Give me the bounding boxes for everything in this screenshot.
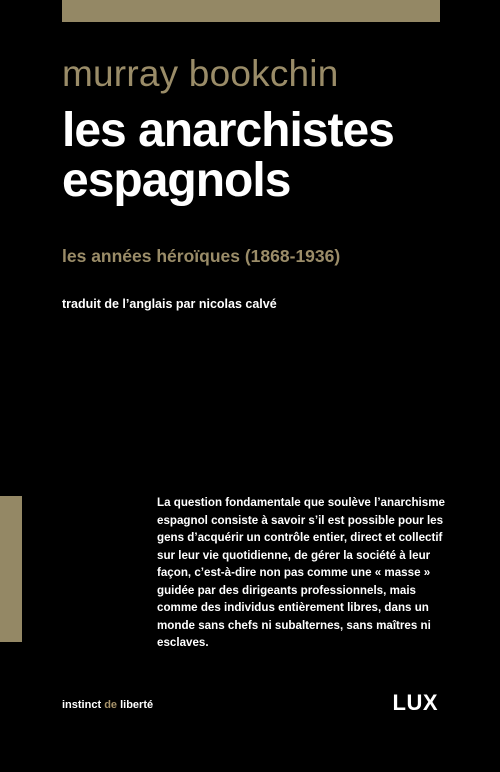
cover-blurb: La question fondamentale que soulève l’anarchisme espagnol consiste à savoir s’il est possible pour les gens d’acquérir un contrôle entier, direct et collectif sur leur vie quotidienne, de gérer la société à leur façon, c’est-à-dire non pas comme une « masse » guidée par des dirigeants professionnels, mais comme des individus entièrement libres, dans un monde sans chefs ni subalternes, sans maîtres ni esclaves. <box>157 496 445 649</box>
book-subtitle: les années héroïques (1868-1936) <box>62 246 341 266</box>
publisher-logo: LUX <box>392 690 438 715</box>
collection-word-1: instinct <box>62 699 102 711</box>
book-title <box>62 106 394 206</box>
title-line-1: les anarchistes <box>62 104 394 157</box>
collection-word-2: de <box>104 699 118 711</box>
collection-word-3: liberté <box>120 699 154 711</box>
author-name: murray bookchin <box>62 53 339 94</box>
title-line-2: espagnols <box>62 154 291 207</box>
collection-name <box>62 699 153 711</box>
translator-credit: traduit de l’anglais par nicolas calvé <box>62 297 277 311</box>
side-decorative-bar <box>0 496 22 642</box>
top-decorative-bar <box>62 0 440 22</box>
